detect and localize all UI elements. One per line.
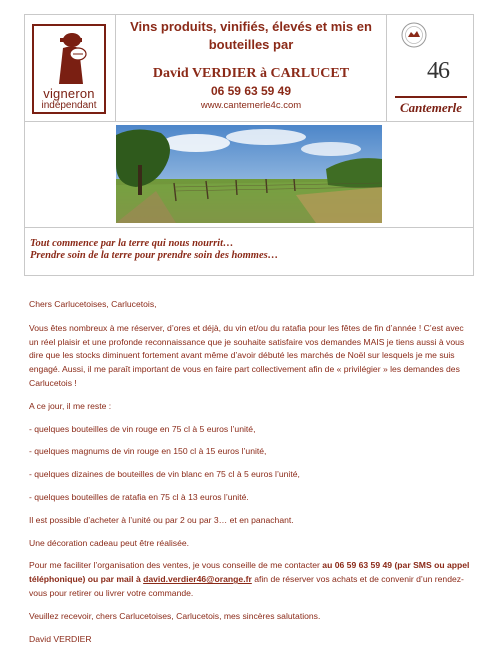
logo-divider <box>395 96 467 98</box>
producer-website: www.cantemerle4c.com <box>200 100 302 111</box>
list-item: - quelques bouteilles de ratafia en 75 cl à 13 euros l’unité. <box>29 491 249 502</box>
winemaker-figure-icon <box>46 30 96 86</box>
gift-note: Une décoration cadeau peut être réalisée. <box>29 537 190 548</box>
signature: David VERDIER <box>29 633 92 644</box>
closing: Veuillez recevoir, chers Carlucetoises, Carlucetois, mes sincères salutations. <box>29 610 321 621</box>
medal-icon <box>401 22 427 48</box>
list-item: - quelques magnums de vin rouge en 150 cl à 15 euros l’unité, <box>29 446 267 457</box>
paragraph-intro: Vous êtes nombreux à me réserver, d’ores et déjà, du vin et/ou du ratafia pour les fêtes de fin d’année ! C’est avec un réel plaisir et une profonde reconnaissance que je souhaite satisfaire vos demandes MAIS je tiens aussi à vous dire que les stocks diminuent fortement avant même d’avoir débuté les marchés de Noël sur lesquels je me suis engagé. Aussi, il me paraît important de vous en faire part collectivement afin de « privilégier » les demandes des Carlucetois ! <box>29 322 465 388</box>
vigneron-logo-cell <box>24 14 116 122</box>
greeting: Chers Carlucetoises, Carlucetois, <box>29 299 157 309</box>
header-quote <box>30 238 470 262</box>
contact-phone: au 06 59 63 59 49 (par SMS ou appel téléphonique) ou par mail à <box>29 560 470 585</box>
producer-name: David VERDIER à CARLUCET <box>152 66 350 81</box>
producer-phone: 06 59 63 59 49 <box>210 84 292 98</box>
cantemerle-logo-cell <box>386 14 474 122</box>
logo-number: 46 <box>427 58 449 84</box>
stock-intro: A ce jour, il me reste : <box>29 400 112 411</box>
quote-line1: Tout commence par la terre qui nous nourrit… <box>30 238 234 249</box>
contact-intro: Pour me faciliter l’organisation des ventes, je vous conseille de me contacter <box>29 560 323 571</box>
contact-paragraph <box>29 559 475 600</box>
mix-note: Il est possible d’acheter à l’unité ou par 2 ou par 3… et en panachant. <box>29 514 294 525</box>
contact-outro: afin de réserver vos achats et de convenir d’un rendez-vous pour retirer ou livrer votre commande. <box>29 574 464 598</box>
vineyard-photo <box>116 125 382 223</box>
tagline-line2: bouteilles par <box>208 37 294 52</box>
letter-body <box>29 298 475 646</box>
contact-email-link[interactable]: david.verdier46@orange.fr <box>143 574 252 585</box>
tagline-line1: Vins produits, vinifiés, élevés et mis en <box>130 19 372 34</box>
quote-line2: Prendre soin de la terre pour prendre soin des hommes… <box>30 250 279 261</box>
vigneron-logo-word1: vigneron <box>43 86 95 101</box>
vigneron-logo-word2: indépendant <box>41 100 97 111</box>
list-item: - quelques bouteilles de vin rouge en 75 cl à 5 euros l’unité, <box>29 423 256 434</box>
vigneron-independant-logo <box>32 24 106 114</box>
photo-cell <box>24 122 474 228</box>
header-center <box>116 14 386 122</box>
cantemerle-brand: Cantemerle <box>399 100 463 115</box>
list-item: - quelques dizaines de bouteilles de vin blanc en 75 cl à 5 euros l’unité, <box>29 469 300 480</box>
